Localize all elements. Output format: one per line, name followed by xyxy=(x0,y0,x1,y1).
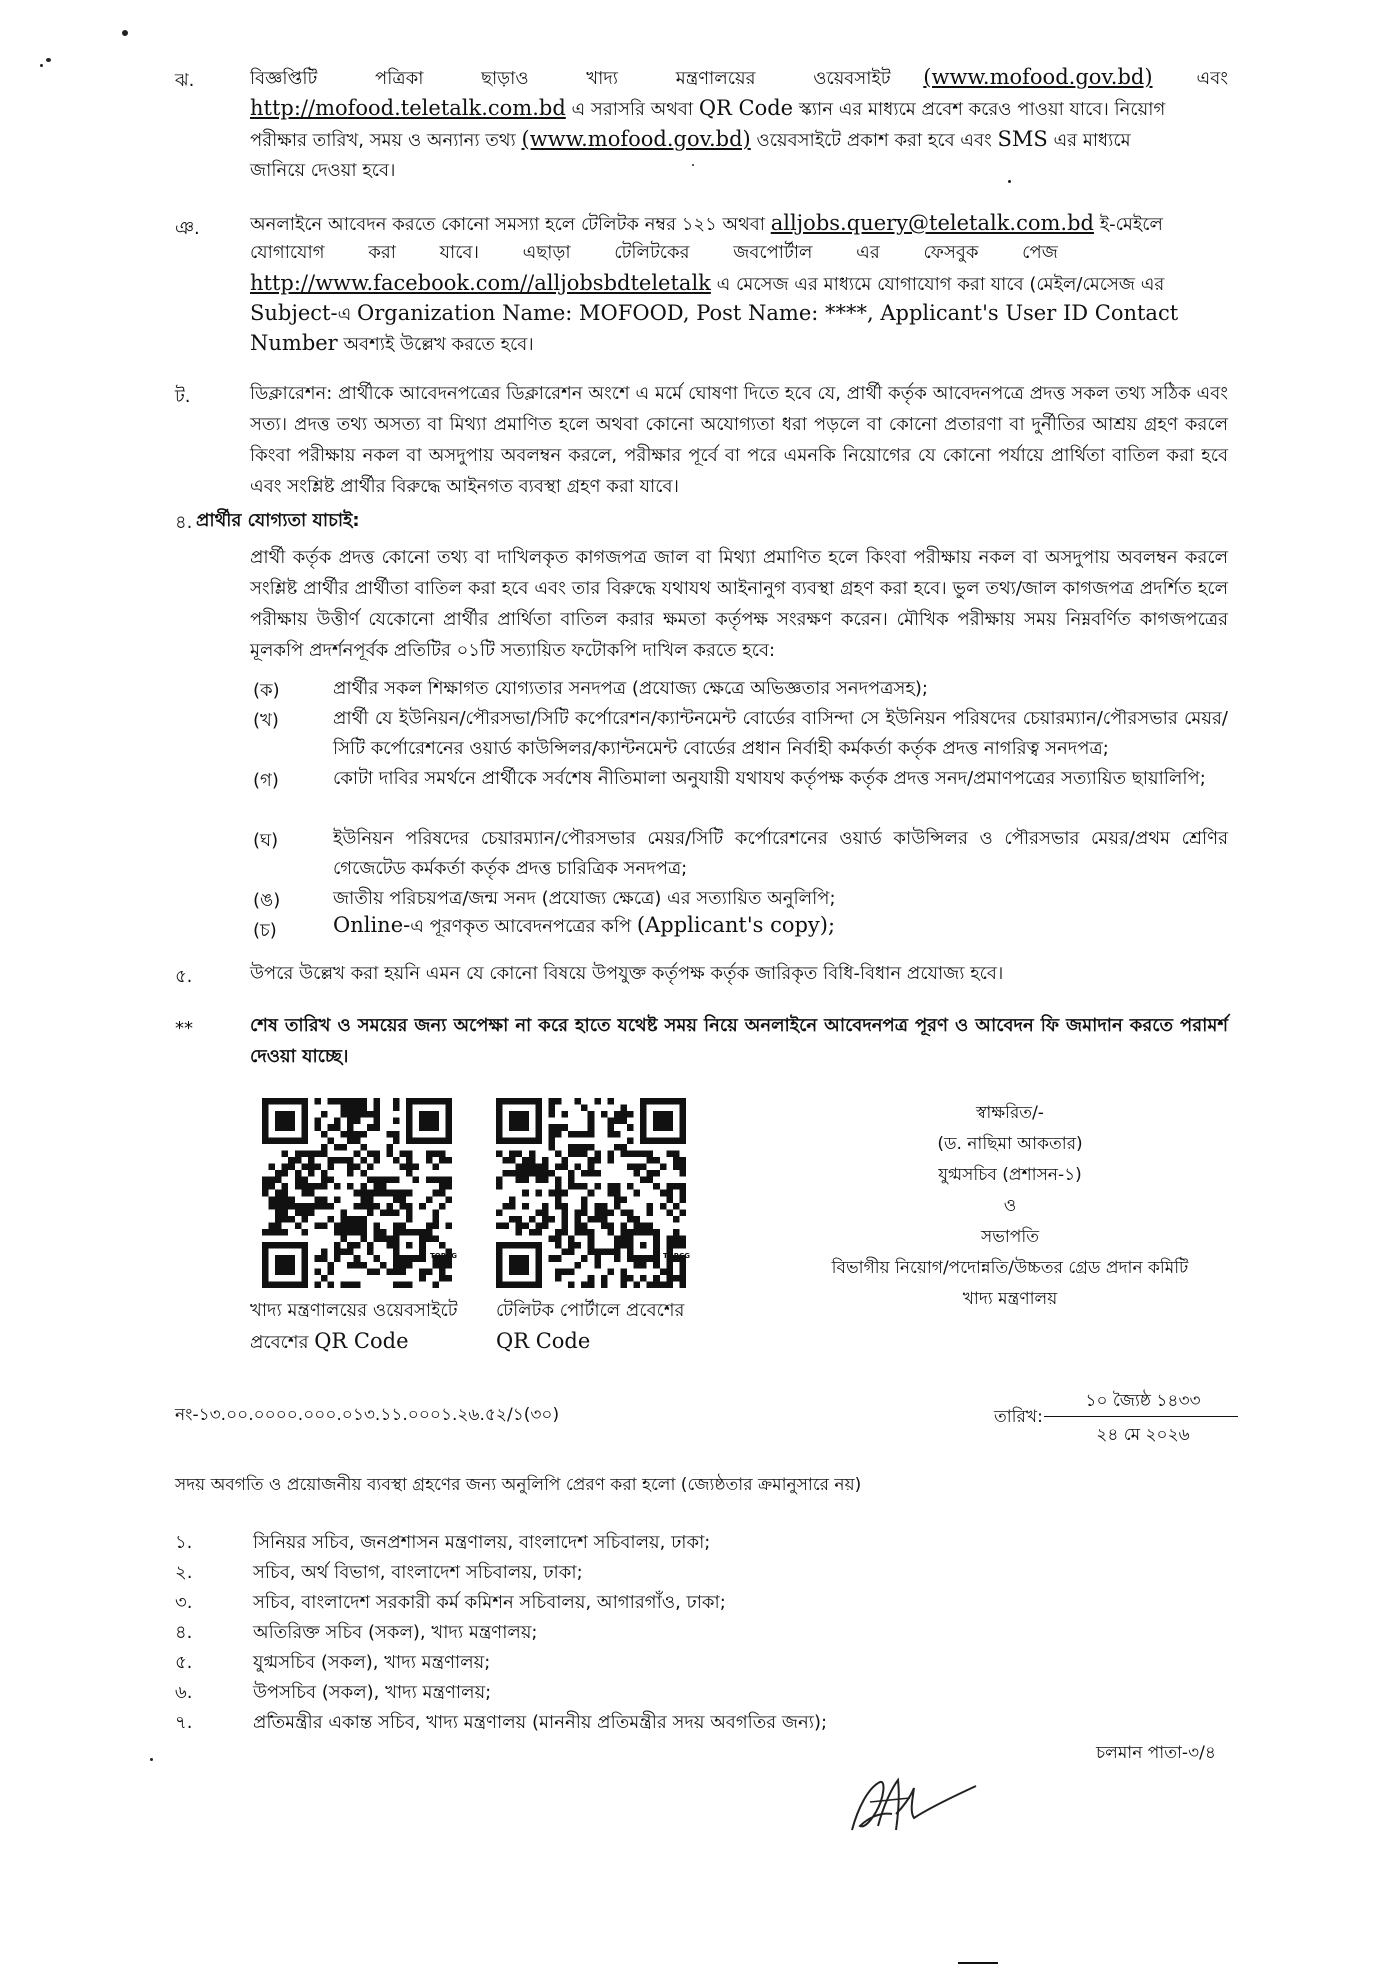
text-run: এ পূরণকৃত আবেদনপত্রের কপি xyxy=(410,916,632,937)
text-line xyxy=(250,208,1228,238)
text-line xyxy=(250,328,1228,358)
website-link[interactable]: (www.mofood.gov.bd) xyxy=(923,65,1153,89)
signature-block xyxy=(740,1098,1280,1315)
text-run: স্ক্যান এর মাধ্যমে প্রবেশ করেও পাওয়া যাবে। নিয়োগ xyxy=(798,99,1166,120)
teletalk-qr-code[interactable] xyxy=(496,1098,686,1288)
list-item-label: (খ) xyxy=(253,710,279,731)
website-link[interactable]: (www.mofood.gov.bd) xyxy=(521,127,751,151)
note-label: ** xyxy=(175,1018,193,1039)
section-ta-text: ডিক্লারেশন: প্রার্থীকে আবেদনপত্রের ডিক্লারেশন অংশে এ মর্মে ঘোষণা দিতে হবে যে, প্রার্থী কর্তৃক আবেদনপত্রে প্রদত্ত সকল তথ্য সঠিক এবং সত্য। প্রদত্ত তথ্য অসত্য বা মিথ্যা প্রমাণিত হলে অথবা কোনো অযোগ্যতা ধরা পড়লে বা কোনো প্রতারণা বা দুর্নীতির আশ্রয় গ্রহণ করলে কিংবা পরীক্ষায় নকল বা অসদুপায় অবলম্বন করলে, পরীক্ষার পূর্বে বা পরে এমনকি নিয়োগের যে কোনো পর্যায়ে প্রার্থিতা বাতিল করা হবে এবং সংশ্লিষ্ট প্রার্থীর বিরুদ্ধে আইনগত ব্যবস্থা গ্রহণ করা যাবে। xyxy=(250,383,1228,497)
facebook-link[interactable]: http://www.facebook.com//alljobsbdteletalk xyxy=(250,271,711,295)
signed-text: স্বাক্ষরিত/- xyxy=(976,1103,1044,1123)
cc-recipient: যুগ্মসচিব (সকল), খাদ্য মন্ত্রণালয়; xyxy=(253,1652,491,1673)
text-run: Online- xyxy=(333,913,411,937)
mofood-qr-caption xyxy=(250,1296,458,1358)
mofood-qr-code[interactable] xyxy=(262,1098,452,1288)
list-item-label: (গ) xyxy=(253,770,279,791)
scan-edge-mark xyxy=(958,1962,998,1964)
section-nya-label: ঞ. xyxy=(175,218,200,239)
list-item: প্রার্থী যে ইউনিয়ন/পৌরসভা/সিটি কর্পোরেশন/ক্যান্টনমেন্ট বোর্ডের বাসিন্দা সে ইউনিয়ন পরিষদের চেয়ারম্যান/পৌরসভার মেয়র/সিটি কর্পোরেশনের ওয়ার্ড কাউন্সিলর/ক্যান্টনমেন্ট বোর্ডের প্রধান নির্বাহী কর্মকর্তা কর্তৃক প্রদত্ত নাগরিত্ব সনদপত্র; xyxy=(333,708,1228,759)
list-item: কোটা দাবির সমর্থনে প্রার্থীকে সর্বশেষ নীতিমালা অনুযায়ী যথাযথ কর্তৃপক্ষ কর্তৃক প্রদত্ত সনদ/প্রমাণপত্রের সত্যায়িত ছায়ালিপি; xyxy=(333,768,1206,789)
text-run: এ মেসেজ এর মাধ্যমে যোগাযোগ করা যাবে (মেইল/মেসেজ এর xyxy=(716,274,1165,295)
cc-number: ১. xyxy=(175,1532,193,1553)
list-item: প্রার্থীর সকল শিক্ষাগত যোগ্যতার সনদপত্র (প্রযোজ্য ক্ষেত্রে অভিজ্ঞতার সনদপত্রসহ); xyxy=(333,678,928,699)
section-four-text: প্রার্থী কর্তৃক প্রদত্ত কোনো তথ্য বা দাখিলকৃত কাগজপত্র জাল বা মিথ্যা প্রমাণিত হলে কিংবা পরীক্ষায় নকল বা অসদুপায় অবলম্বন করলে সংশ্লিষ্ট প্রার্থীর প্রার্থীতা বাতিল করা হবে এবং তার বিরুদ্ধে যথাযথ আইনানুগ ব্যবস্থা গ্রহণ করা হবে। ভুল তথ্য/জাল কাগজপত্র প্রদর্শিত হলে পরীক্ষায় উত্তীর্ণ যেকোনো প্রার্থীর প্রার্থিতা বাতিল করার ক্ষমতা কর্তৃপক্ষ সংরক্ষণ করেন। মৌখিক পরীক্ষায় সময় নিম্নবর্ণিত কাগজপত্রের মূলকপি প্রদর্শনপূর্বক প্রতিটির ০১টি সত্যায়িত ফটোকপি দাখিল করতে হবে: xyxy=(250,547,1228,661)
text-run: এ xyxy=(337,304,352,325)
cc-recipient: উপসচিব (সকল), খাদ্য মন্ত্রণালয়; xyxy=(253,1682,492,1703)
cc-number: ২. xyxy=(175,1562,193,1583)
section-five-label: ৫. xyxy=(175,966,193,987)
cc-number: ৫. xyxy=(175,1652,193,1673)
qr-watermark: TORCG xyxy=(663,1252,690,1260)
caption-line: টেলিটক পোর্টালে প্রবেশের xyxy=(496,1300,685,1321)
cc-number: ৪. xyxy=(175,1622,193,1643)
text-run: SMS xyxy=(997,127,1048,151)
cc-recipient: সচিব, অর্থ বিভাগ, বাংলাদেশ সচিবালয়, ঢাকা; xyxy=(253,1562,583,1583)
email-link[interactable]: alljobs.query@teletalk.com.bd xyxy=(770,211,1094,235)
text-line: জানিয়ে দেওয়া হবে। xyxy=(250,160,396,181)
date-label: তারিখ: xyxy=(994,1407,1043,1427)
qr-watermark: TORCG xyxy=(430,1252,457,1260)
text-run: (Applicant's copy); xyxy=(636,913,836,937)
cc-recipient: প্রতিমন্ত্রীর একান্ত সচিব, খাদ্য মন্ত্রণালয় (মাননীয় প্রতিমন্ত্রীর সদয় অবগতির জন্য); xyxy=(253,1712,828,1733)
cc-number: ৬. xyxy=(175,1682,193,1703)
text-line xyxy=(250,124,1228,155)
cc-number: ৩. xyxy=(175,1592,193,1613)
section-gha-text xyxy=(250,62,1228,186)
text-run: এ সরাসরি অথবা xyxy=(571,99,694,120)
text-run: QR Code xyxy=(698,96,794,120)
text-run: Subject- xyxy=(250,301,338,325)
text-run: ই-মেইলে xyxy=(1099,214,1163,235)
list-item-label: (ক) xyxy=(253,680,280,701)
note-text: শেষ তারিখ ও সময়ের জন্য অপেক্ষা না করে হাতে যথেষ্ট সময় নিয়ে অনলাইনে আবেদনপত্র পূরণ ও আবেদন ফি জমাদান করতে পরামর্শ দেওয়া যাচ্ছে। xyxy=(250,1015,1228,1067)
text-run: Number xyxy=(250,331,338,355)
teletalk-qr-caption xyxy=(496,1296,684,1358)
text-line xyxy=(250,93,1228,124)
cc-recipient: সিনিয়র সচিব, জনপ্রশাসন মন্ত্রণালয়, বাংলাদেশ সচিবালয়, ঢাকা; xyxy=(253,1532,711,1553)
ministry-name: খাদ্য মন্ত্রণালয় xyxy=(962,1289,1058,1309)
text-run: এবং xyxy=(1196,68,1228,89)
handwritten-initials xyxy=(840,1768,990,1848)
distribution-intro: সদয় অবগতি ও প্রয়োজনীয় ব্যবস্থা গ্রহণের জন্য অনুলিপি প্রেরণ করা হলো (জ্যেষ্ঠতার ক্রমানুসারে নয়) xyxy=(175,1475,862,1495)
section-four-label: ৪. xyxy=(175,512,193,533)
list-item-label: (চ) xyxy=(253,920,277,941)
text-line xyxy=(250,268,1228,298)
date-gregorian: ২৪ মে ২০২৬ xyxy=(1096,1425,1190,1445)
section-gha-label: ঝ. xyxy=(175,70,195,91)
signatory-name: (ড. নাছিমা আকতার) xyxy=(937,1134,1083,1154)
scan-speck xyxy=(46,58,51,62)
text-run: অনলাইনে আবেদন করতে কোনো সমস্যা হলে টেলিটক নম্বর ১২১ অথবা xyxy=(250,214,765,235)
text-run: পরীক্ষার তারিখ, সময় ও অন্যান্য তথ্য xyxy=(250,130,516,151)
page-continued: চলমান পাতা-৩/৪ xyxy=(1096,1743,1216,1763)
committee-name: বিভাগীয় নিয়োগ/পদোন্নতি/উচ্চতর গ্রেড প্রদান কমিটি xyxy=(831,1258,1189,1278)
list-item: ইউনিয়ন পরিষদের চেয়ারম্যান/পৌরসভার মেয়র/সিটি কর্পোরেশনের ওয়ার্ড কাউন্সিলর ও পৌরসভার মেয়র/প্রথম শ্রেণির গেজেটেড কর্মকর্তা কর্তৃক প্রদত্ত চারিত্রিক সনদপত্র; xyxy=(333,828,1228,879)
text-run: ওয়েবসাইটে প্রকাশ করা হবে এবং xyxy=(756,130,992,151)
text-run: Organization Name: MOFOOD, Post Name: ****, Applicant's User ID Contact xyxy=(357,301,1179,325)
text-line: যোগাযোগ করা যাবে। এছাড়া টেলিটকের জবপোর্টাল এর ফেসবুক পেজ xyxy=(250,242,1058,263)
caption-line: খাদ্য মন্ত্রণালয়ের ওয়েবসাইটে xyxy=(250,1300,458,1321)
caption-line xyxy=(496,1326,684,1358)
text-line xyxy=(250,62,1228,93)
list-item: জাতীয় পরিচয়পত্র/জন্ম সনদ (প্রযোজ্য ক্ষেত্রে) এর সত্যায়িত অনুলিপি; xyxy=(333,888,836,909)
section-four-heading: প্রার্থীর যোগ্যতা যাচাই: xyxy=(196,510,360,531)
signatory-designation: যুগ্মসচিব (প্রশাসন-১) xyxy=(938,1165,1082,1185)
cc-recipient: অতিরিক্ত সচিব (সকল), খাদ্য মন্ত্রণালয়; xyxy=(253,1622,538,1643)
scan-speck xyxy=(122,30,128,36)
cc-recipient: সচিব, বাংলাদেশ সরকারী কর্ম কমিশন সচিবালয়, আগারগাঁও, ঢাকা; xyxy=(253,1592,726,1613)
caption-line xyxy=(250,1326,458,1358)
scan-speck xyxy=(150,1758,153,1761)
list-item-label: (ঙ) xyxy=(253,890,281,911)
conjunction: ও xyxy=(1003,1196,1017,1216)
teletalk-link[interactable]: http://mofood.teletalk.com.bd xyxy=(250,96,566,120)
list-item xyxy=(333,910,1228,942)
scan-speck xyxy=(40,64,43,67)
signatory-role: সভাপতি xyxy=(981,1227,1039,1247)
text-run: এর মাধ্যমে xyxy=(1053,130,1131,151)
text-run: QR Code xyxy=(496,1329,591,1353)
section-nya-text xyxy=(250,208,1228,358)
text-run: অবশ্যই উল্লেখ করতে হবে। xyxy=(343,334,534,355)
text-run: QR Code xyxy=(314,1329,409,1353)
text-run: বিজ্ঞপ্তিটি পত্রিকা ছাড়াও খাদ্য মন্ত্রণালয়ের ওয়েবসাইট xyxy=(250,68,891,89)
cc-number: ৭. xyxy=(175,1712,193,1733)
section-five-text: উপরে উল্লেখ করা হয়নি এমন যে কোনো বিষয়ে উপযুক্ত কর্তৃপক্ষ কর্তৃক জারিকৃত বিধি-বিধান প্রযোজ্য হবে। xyxy=(250,963,1004,984)
memo-number: নং-১৩.০০.০০০০.০০০.০১৩.১১.০০০১.২৬.৫২/১(৩০) xyxy=(175,1405,560,1425)
date-divider xyxy=(1044,1416,1238,1417)
text-run: প্রবেশের xyxy=(250,1332,309,1353)
section-ta-label: ট. xyxy=(175,386,191,407)
text-line xyxy=(250,298,1228,328)
date-bangla-calendar: ১০ জ্যৈষ্ঠ ১৪৩৩ xyxy=(1085,1391,1201,1411)
list-item-label: (ঘ) xyxy=(253,830,279,851)
